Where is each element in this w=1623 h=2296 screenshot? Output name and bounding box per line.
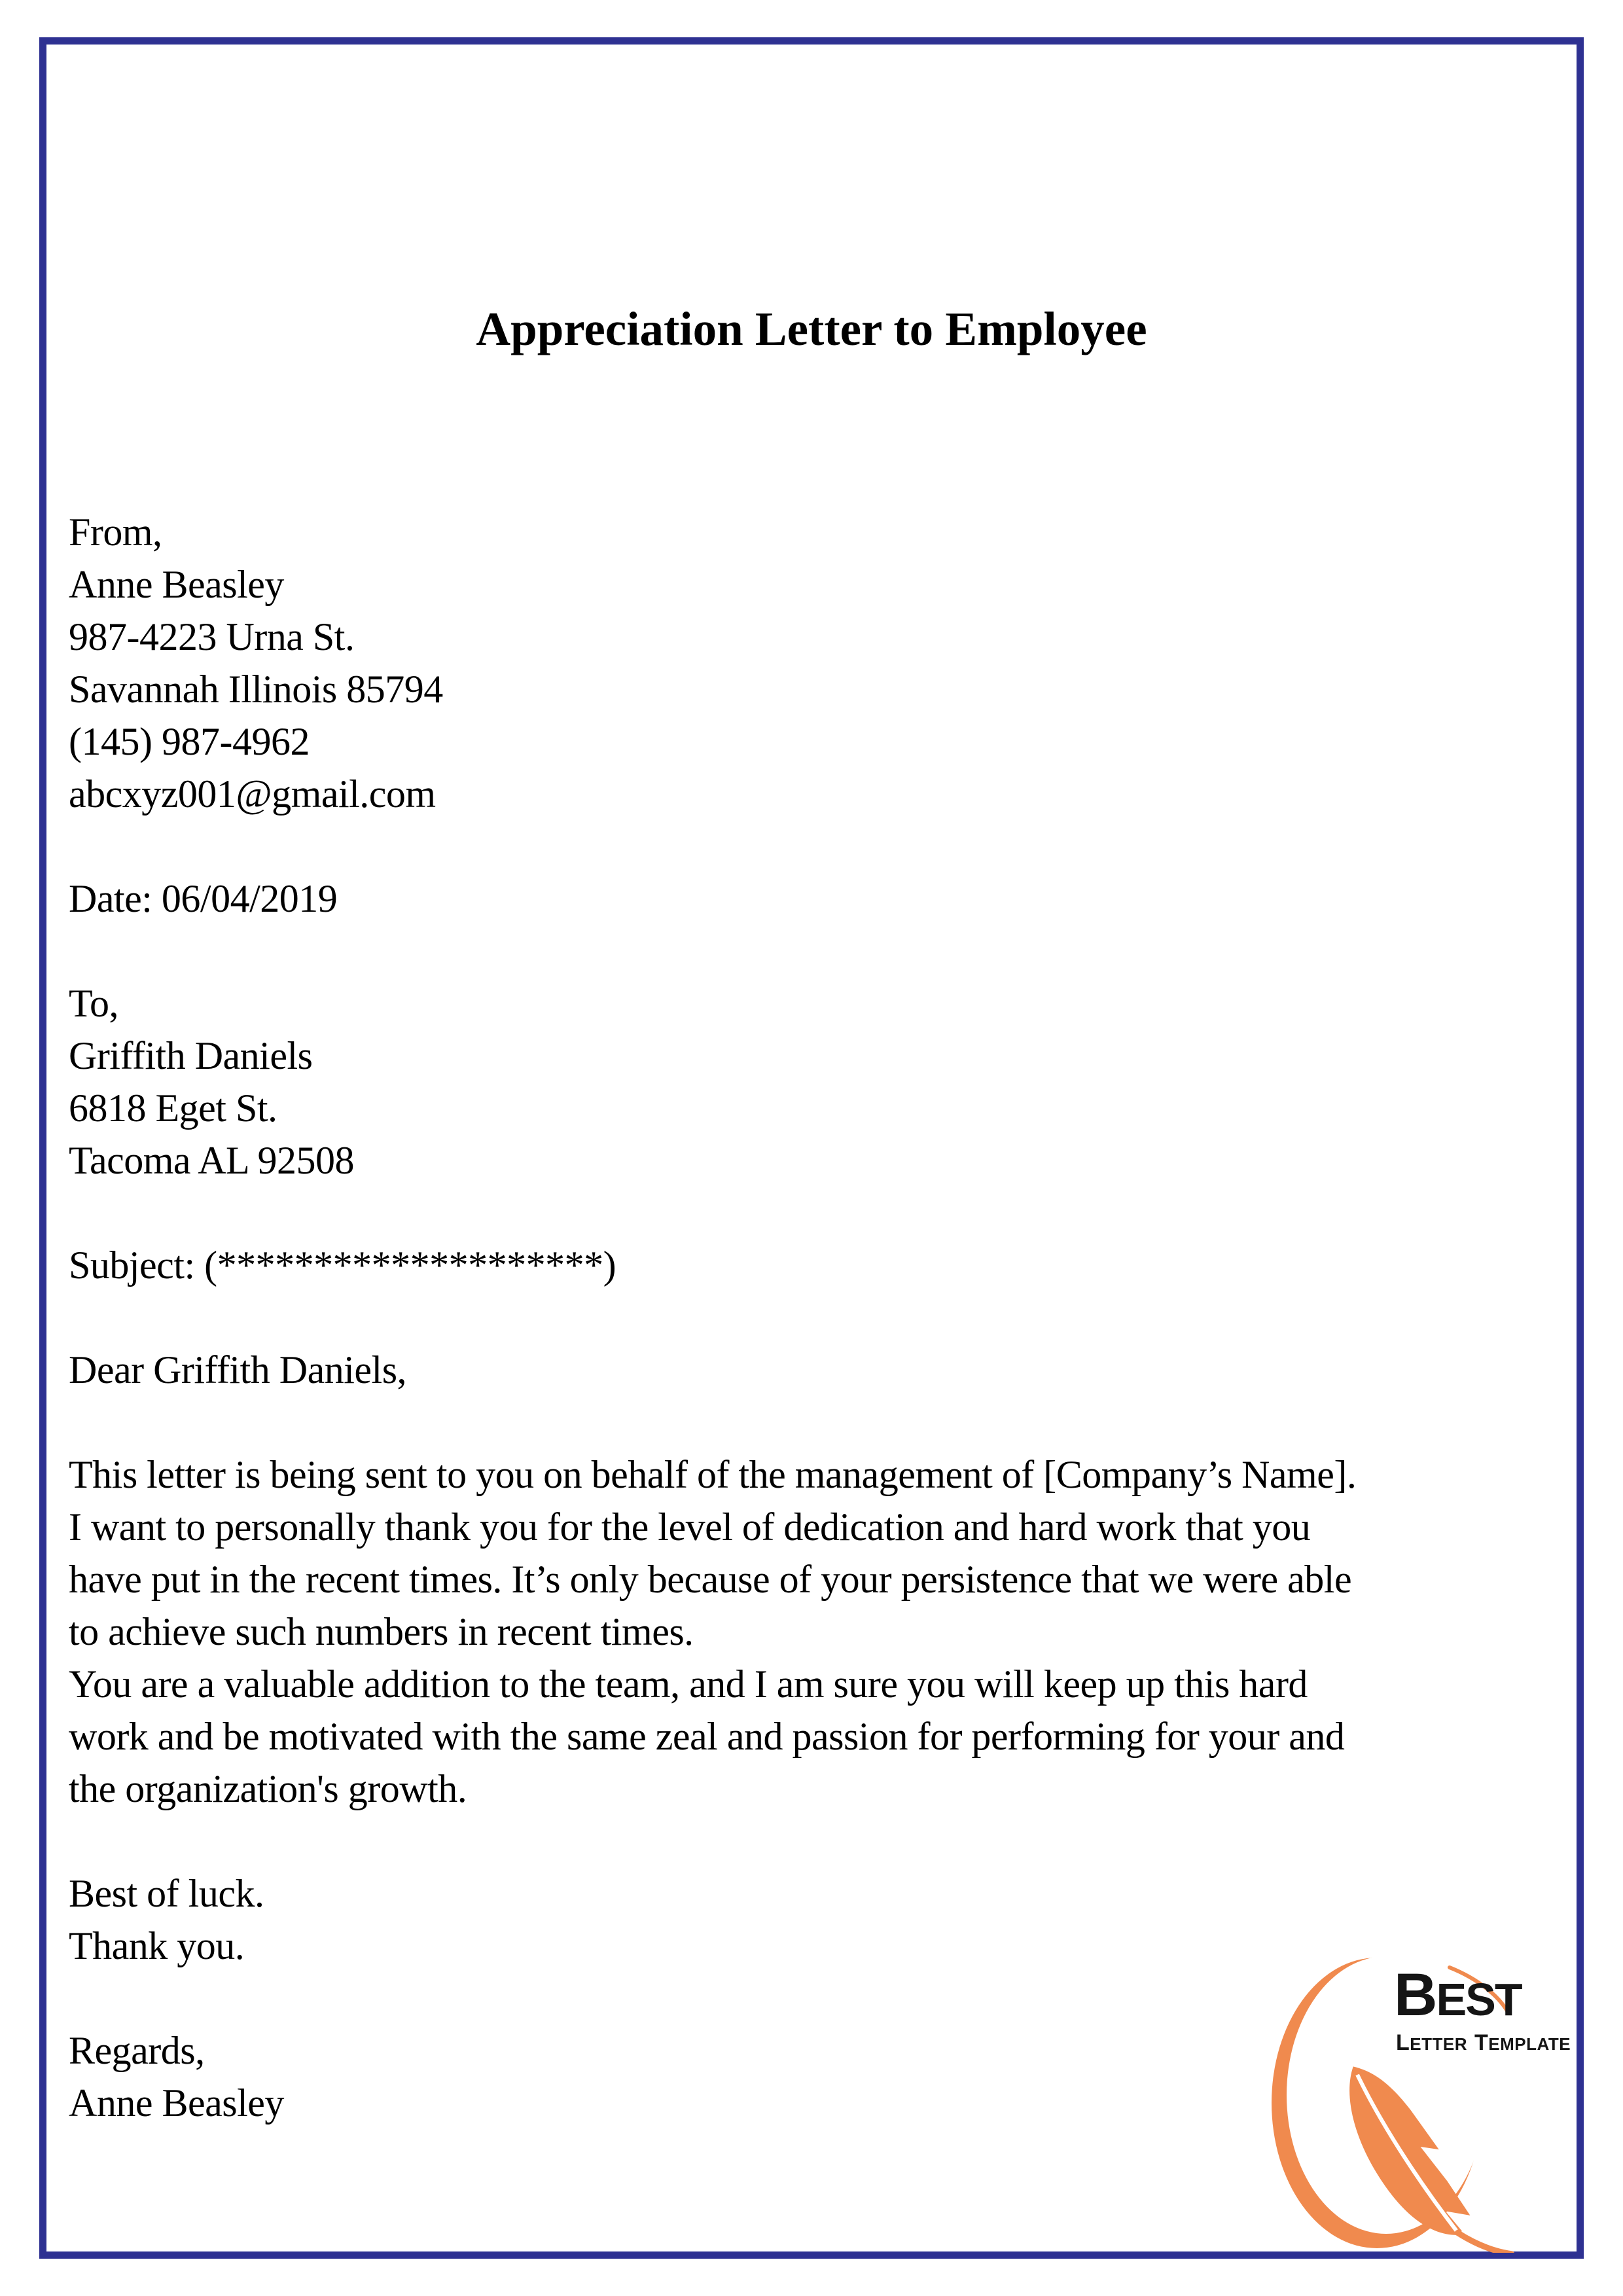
salutation: Dear Griffith Daniels, [69, 1348, 407, 1391]
to-label: To, [69, 982, 118, 1025]
text-line: work and be motivated with the same zeal and passion for performing for your and [69, 1715, 1345, 1758]
text-line: Regards, [69, 2029, 205, 2072]
text-line: 987-4223 Urna St. [69, 615, 355, 658]
text-line: have put in the recent times. It’s only because of your persistence that we were able [69, 1558, 1352, 1601]
body-paragraphs [69, 1448, 1356, 1815]
closing [69, 1867, 1356, 1972]
brand-tagline: LETTER TEMPLATE [1396, 2030, 1571, 2055]
text-line: (145) 987-4962 [69, 720, 310, 763]
text-line: 6818 Eget St. [69, 1086, 277, 1130]
subject-line: Subject: (********************) [69, 1244, 616, 1287]
text-line: the organization's growth. [69, 1767, 467, 1810]
text-line: You are a valuable addition to the team, and I am sure you will keep up this hard [69, 1662, 1308, 1706]
brand-logo [1263, 1950, 1590, 2253]
text-line: Best of luck. [69, 1872, 264, 1915]
page-title: Appreciation Letter to Employee [476, 302, 1147, 355]
text-line: This letter is being sent to you on behalf of the management of [Company’s Name]. [69, 1453, 1357, 1496]
from-block [69, 506, 1356, 820]
text-line: abcxyz001@gmail.com [69, 772, 436, 816]
text-line: Anne Beasley [69, 563, 284, 606]
letter-content [69, 506, 1356, 2129]
to-block [69, 977, 1356, 1187]
to-address [69, 1030, 1356, 1187]
signature [69, 2024, 1356, 2129]
date-line: Date: 06/04/2019 [69, 877, 338, 920]
from-label: From, [69, 511, 162, 554]
text-line: Thank you. [69, 1924, 245, 1967]
text-line: Savannah Illinois 85794 [69, 668, 443, 711]
text-line: to achieve such numbers in recent times. [69, 1610, 694, 1653]
text-line: Tacoma AL 92508 [69, 1139, 354, 1182]
text-line: Anne Beasley [69, 2081, 284, 2125]
text-line: I want to personally thank you for the level of dedication and hard work that you [69, 1505, 1311, 1549]
brand-name: BEST [1394, 1962, 1522, 2028]
from-address [69, 558, 1356, 820]
text-line: Griffith Daniels [69, 1034, 313, 1077]
